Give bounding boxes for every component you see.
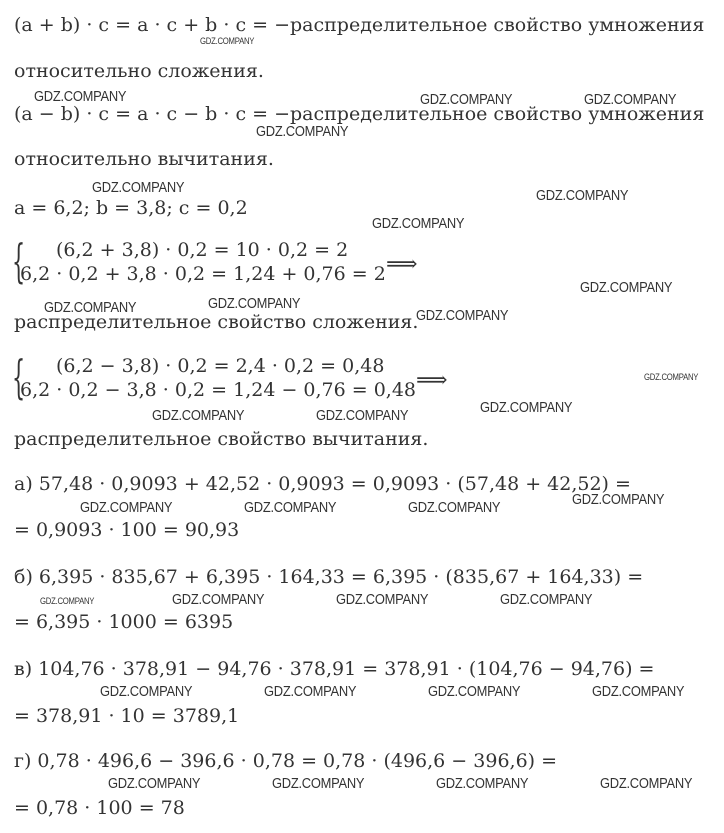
watermark: GDZ.COMPANY [584, 91, 677, 108]
watermark: GDZ.COMPANY [592, 683, 685, 700]
watermark: GDZ.COMPANY [436, 775, 529, 792]
exercise-b-line-1: б) 6,395 · 835,67 + 6,395 · 164,33 = 6,395 · (835,67 + 164,33) = [14, 566, 644, 588]
exercise-a-line-1: а) 57,48 · 0,9093 + 42,52 · 0,9093 = 0,9093 · (57,48 + 42,52) = [14, 473, 631, 495]
watermark: GDZ.COMPANY [428, 683, 521, 700]
watermark: GDZ.COMPANY [92, 179, 185, 196]
watermark: GDZ.COMPANY [100, 683, 193, 700]
exercise-d-line-1: г) 0,78 · 496,6 − 396,6 · 0,78 = 0,78 · (496,6 − 396,6) = [14, 750, 558, 772]
brace-symbol: { [12, 350, 26, 404]
exercise-a-line-2: = 0,9093 · 100 = 90,93 [14, 519, 240, 541]
watermark: GDZ.COMPANY [480, 399, 573, 416]
implies-arrow: ⟹ [416, 368, 448, 393]
watermark: GDZ.COMPANY [536, 187, 629, 204]
watermark: GDZ.COMPANY [208, 295, 301, 312]
watermark: GDZ.COMPANY [336, 591, 429, 608]
text-line-subtraction-end: относительно вычитания. [14, 148, 274, 170]
watermark: GDZ.COMPANY [272, 775, 365, 792]
watermark: GDZ.COMPANY [44, 299, 137, 316]
watermark: GDZ.COMPANY [316, 407, 409, 424]
system-row: 6,2 · 0,2 − 3,8 · 0,2 = 1,24 − 0,76 = 0,48 [20, 379, 417, 401]
watermark: GDZ.COMPANY [644, 372, 699, 382]
implies-arrow: ⟹ [386, 252, 418, 277]
watermark: GDZ.COMPANY [244, 499, 337, 516]
watermark: GDZ.COMPANY [600, 775, 693, 792]
watermark: GDZ.COMPANY [152, 407, 245, 424]
text-line-addition-end: относительно сложения. [14, 60, 264, 82]
watermark: GDZ.COMPANY [34, 88, 127, 105]
brace-symbol: { [12, 234, 26, 288]
watermark: GDZ.COMPANY [372, 215, 465, 232]
text-line-addition-property: распределительное свойство сложения. [14, 311, 419, 333]
text-line-distributive-addition: (a + b) · c = a · c + b · c = −распределительное свойство умножения [14, 14, 705, 36]
exercise-c-line-1: в) 104,76 · 378,91 − 94,76 · 378,91 = 378,91 · (104,76 − 94,76) = [14, 658, 655, 680]
exercise-d-line-2: = 0,78 · 100 = 78 [14, 797, 185, 819]
text-line-subtraction-property: распределительное свойство вычитания. [14, 428, 429, 450]
watermark: GDZ.COMPANY [172, 591, 265, 608]
watermark: GDZ.COMPANY [408, 499, 501, 516]
watermark: GDZ.COMPANY [200, 36, 255, 46]
watermark: GDZ.COMPANY [264, 683, 357, 700]
watermark: GDZ.COMPANY [500, 591, 593, 608]
text-line-variables: a = 6,2; b = 3,8; c = 0,2 [14, 197, 248, 219]
watermark: GDZ.COMPANY [580, 279, 673, 296]
system-row: 6,2 · 0,2 + 3,8 · 0,2 = 1,24 + 0,76 = 2 [20, 263, 386, 285]
watermark: GDZ.COMPANY [108, 775, 201, 792]
exercise-c-line-2: = 378,91 · 10 = 3789,1 [14, 705, 240, 727]
system-subtraction [12, 350, 712, 404]
watermark: GDZ.COMPANY [572, 491, 665, 508]
system-row: (6,2 − 3,8) · 0,2 = 2,4 · 0,2 = 0,48 [56, 355, 385, 377]
system-row: (6,2 + 3,8) · 0,2 = 10 · 0,2 = 2 [56, 239, 349, 261]
watermark: GDZ.COMPANY [420, 91, 513, 108]
watermark: GDZ.COMPANY [256, 123, 349, 140]
exercise-b-line-2: = 6,395 · 1000 = 6395 [14, 611, 234, 633]
watermark: GDZ.COMPANY [416, 307, 509, 324]
watermark: GDZ.COMPANY [40, 596, 95, 606]
text-line-distributive-subtraction: (a − b) · c = a · c − b · c = −распределительное свойство умножения [14, 103, 705, 125]
watermark: GDZ.COMPANY [80, 499, 173, 516]
